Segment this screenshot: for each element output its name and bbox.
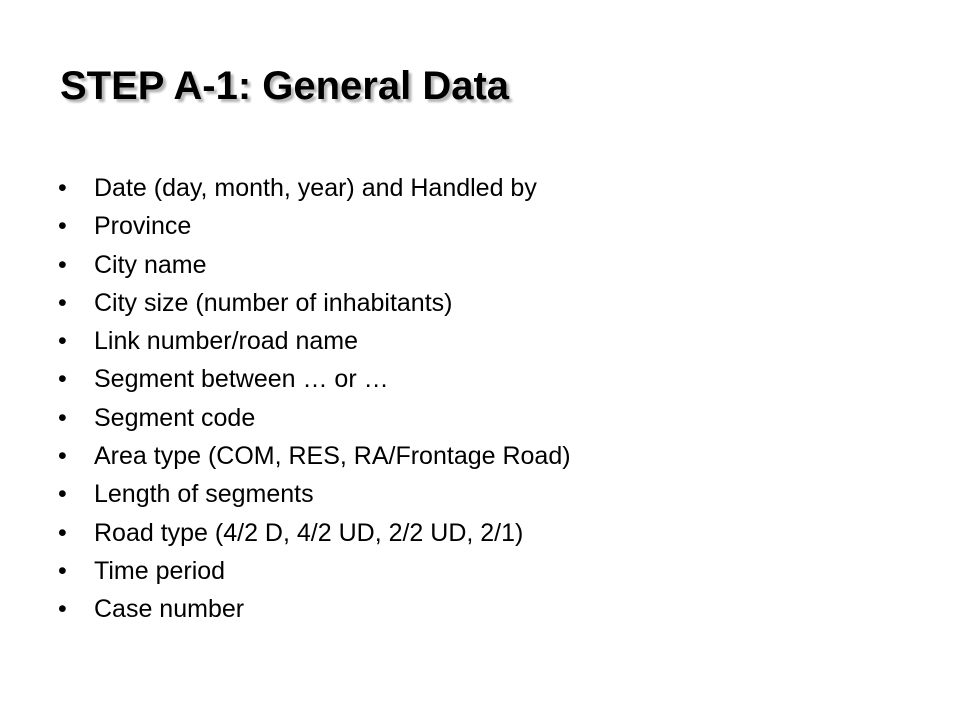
bullet-icon: • [58, 518, 67, 547]
bullet-icon: • [58, 212, 67, 241]
bullet-text: City size (number of inhabitants) [94, 288, 453, 317]
bullet-text: Length of segments [94, 480, 314, 509]
bullet-icon: • [58, 250, 67, 279]
bullet-text: Time period [94, 556, 226, 585]
bullet-text: Case number [94, 595, 245, 624]
bullet-text: City name [94, 250, 207, 279]
bullet-icon: • [58, 174, 67, 202]
bullet-icon: • [58, 556, 67, 585]
bullet-text: Segment code [94, 403, 256, 432]
bullet-icon: • [58, 480, 67, 509]
bullet-text: Segment between … or … [94, 365, 389, 394]
bullet-text: Link number/road name [94, 327, 359, 356]
bullet-icon: • [58, 403, 67, 432]
bullet-text: Road type (4/2 D, 4/2 UD, 2/2 UD, 2/1) [94, 518, 524, 547]
bullet-icon: • [58, 595, 67, 624]
bullet-text: Province [94, 212, 192, 241]
bullet-icon: • [58, 365, 67, 394]
bullet-text: Date (day, month, year) and Handled by [94, 174, 537, 202]
bullet-icon: • [58, 288, 67, 317]
bullet-icon: • [58, 327, 67, 356]
bullet-icon: • [58, 442, 67, 471]
bullet-text: Area type (COM, RES, RA/Frontage Road) [94, 442, 571, 471]
slide-title: STEP A-1: General Data [60, 64, 510, 108]
